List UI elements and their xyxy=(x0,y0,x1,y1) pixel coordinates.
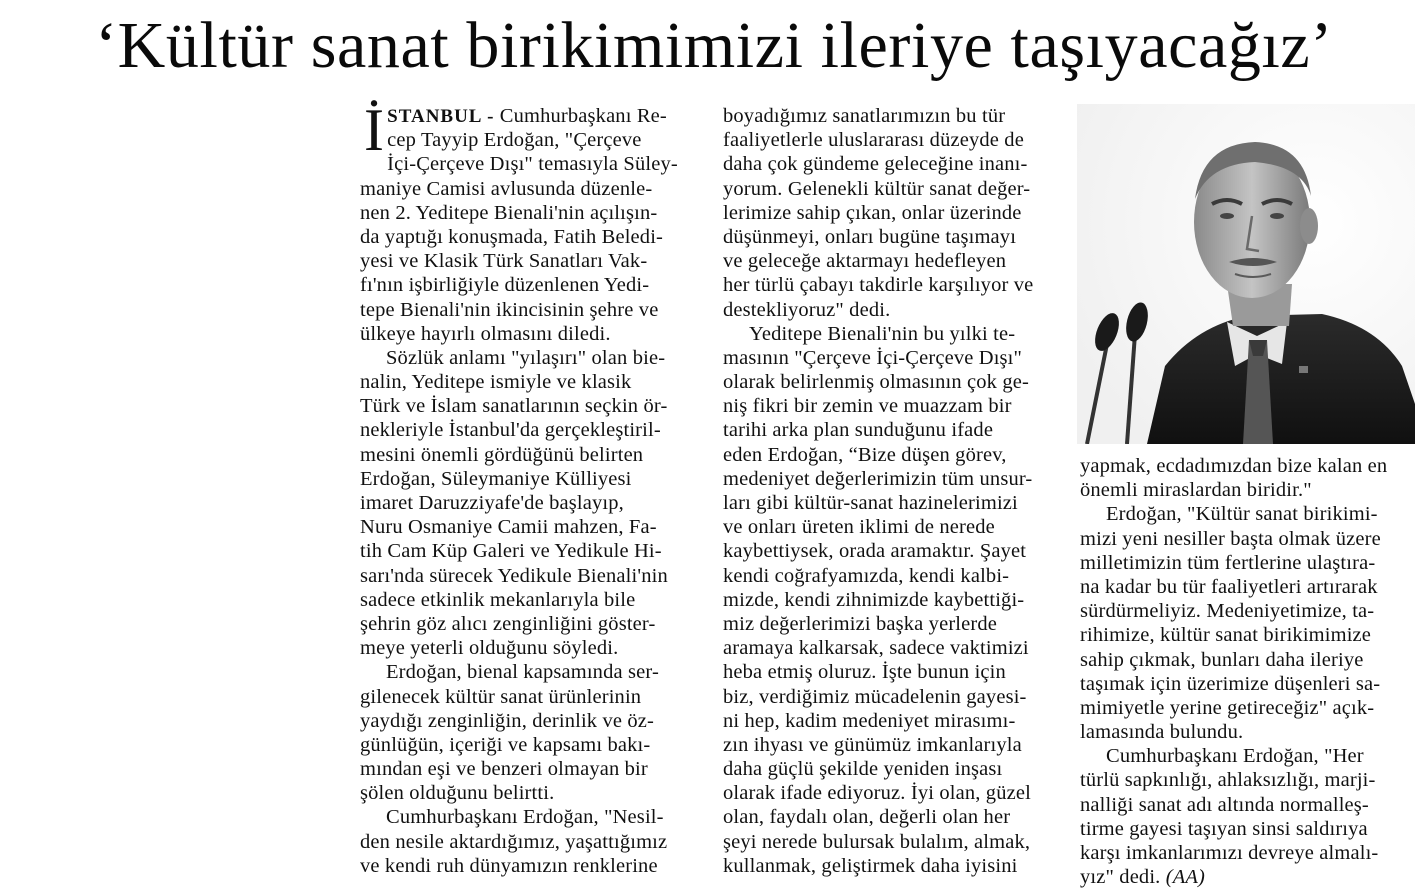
news-agency-source: (AA) xyxy=(1165,866,1206,889)
text-line: şölen olduğunu belirtti. xyxy=(360,782,555,805)
text-line: olarak ifade ediyoruz. İyi olan, güzel xyxy=(723,782,1031,805)
text-line: heba etmiş oluruz. İşte bunun için xyxy=(723,661,1006,684)
text-line: ni hep, kadim medeniyet mirasımı- xyxy=(723,709,1016,732)
text-line: daha güçlü şekilde yeniden inşası xyxy=(723,758,1003,781)
text-line: medeniyet değerlerimizin tüm unsur- xyxy=(723,467,1033,490)
headline: ‘Kültür sanat birikimimizi ileriye taşıyacağız’ xyxy=(95,9,1333,82)
text-line: ülkeye hayırlı olmasını diledi. xyxy=(360,322,611,345)
text-line: sarı'nda sürecek Yedikule Bienali'nin xyxy=(360,564,668,587)
text-line: mından eşi ve benzeri olmayan bir xyxy=(360,758,648,781)
speaker-photo-image xyxy=(1077,104,1415,444)
text-line: yesi ve Klasik Türk Sanatları Vak- xyxy=(360,250,648,273)
text-line: İçi-Çerçeve Dışı" temasıyla Süley- xyxy=(387,153,678,176)
article-column-3 xyxy=(1080,454,1420,889)
article-column-2 xyxy=(723,104,1063,878)
dateline: STANBUL - xyxy=(387,106,495,127)
text-line: rihimize, kültür sanat birikimimize xyxy=(1080,624,1372,647)
text-line: tarihi arka plan sunduğunu ifade xyxy=(723,419,994,442)
text-line: ve onları üreten iklimi de nerede xyxy=(723,516,995,539)
speaker-photo xyxy=(1077,104,1415,444)
text-line: cep Tayyip Erdoğan, "Çerçeve xyxy=(387,129,642,152)
text-line: sürdürmeliyiz. Medeniyetimize, ta- xyxy=(1080,600,1375,623)
text-line: mesini önemli gördüğünü belirten xyxy=(360,443,644,466)
text-line: sadece etkinlik mekanlarıyla bile xyxy=(360,588,636,611)
text-line xyxy=(360,104,700,128)
text-line: kullanmak, geliştirmek daha iyisini xyxy=(723,854,1018,877)
text-line: Erdoğan, Süleymaniye Külliyesi xyxy=(360,467,632,490)
text-line: masının "Çerçeve İçi-Çerçeve Dışı" xyxy=(723,346,1023,369)
column-2-text xyxy=(723,104,1063,878)
text-line: destekliyoruz" dedi. xyxy=(723,298,891,321)
text-line: nekleriyle İstanbul'da gerçekleştiril- xyxy=(360,419,661,442)
closing-line xyxy=(1080,865,1420,889)
text-line: nen 2. Yeditepe Bienali'nin açılışın- xyxy=(360,201,658,224)
text-line: tirme gayesi taşıyan sinsi saldırıya xyxy=(1080,817,1368,840)
text-line: günlüğün, içeriği ve kapsamı bakı- xyxy=(360,733,651,756)
text-line: olan, faydalı olan, değerli olan her xyxy=(723,806,1011,829)
text-line: zın ihyası ve günümüz imkanlarıyla xyxy=(723,733,1022,756)
text-line: kendi coğrafyamızda, kendi kalbi- xyxy=(723,564,1010,587)
text-line: sahip çıkmak, bunları daha ileriye xyxy=(1080,648,1364,671)
text-line: meye yeterli olduğunu söyledi. xyxy=(360,637,619,660)
text-line: Cumhurbaşkanı Erdoğan, "Her xyxy=(1106,745,1364,768)
text-line: her türlü çabayı takdirle karşılıyor ve xyxy=(723,274,1034,297)
text-line: türlü sapkınlığı, ahlaksızlığı, marji- xyxy=(1080,769,1376,792)
text-line: yaydığı zenginliğin, derinlik ve öz- xyxy=(360,709,655,732)
text-line: kaybettiysek, orada aramaktır. Şayet xyxy=(723,540,1027,563)
text-line: biz, verdiğimiz mücadelenin gayesi- xyxy=(723,685,1027,708)
text-line: da yaptığı konuşmada, Fatih Beledi- xyxy=(360,225,664,248)
text-line: fı'nın işbirliğiyle düzenlenen Yedi- xyxy=(360,274,650,297)
text-line: yapmak, ecdadımızdan bize kalan en xyxy=(1080,455,1388,477)
text-line: tepe Bienali'nin ikincisinin şehre ve xyxy=(360,298,659,321)
text-line: niş fikri bir zemin ve muazzam bir xyxy=(723,395,1012,418)
column-1-text xyxy=(360,97,700,878)
text-line: gilenecek kültür sanat ürünlerinin xyxy=(360,685,642,708)
text-line: eden Erdoğan, “Bize düşen görev, xyxy=(723,443,1007,466)
text-line: önemli miraslardan biridir." xyxy=(1080,479,1312,502)
text-line: na kadar bu tür faaliyetleri artırarak xyxy=(1080,575,1378,598)
text-line: mimiyetle yerine getireceğiz" açık- xyxy=(1080,696,1375,719)
text-line: Nuru Osmaniye Camii mahzen, Fa- xyxy=(360,516,657,539)
text-line: yorum. Gelenekli kültür sanat değer- xyxy=(723,177,1031,200)
drop-cap: İ xyxy=(364,97,385,163)
text-line: karşı imkanlarımızı devreye almalı- xyxy=(1080,842,1379,864)
text-line: Türk ve İslam sanatlarının seçkin ör- xyxy=(360,395,668,418)
text-line: ve kendi ruh dünyamızın renklerine xyxy=(360,854,658,877)
text-line: imaret Daruzziyafe'de başlayıp, xyxy=(360,492,624,514)
text-line: olarak belirlenmiş olmasının çok ge- xyxy=(723,371,1029,394)
text-line: ve geleceğe aktarmayı hedefleyen xyxy=(723,250,1007,273)
text-line: daha çok gündeme geleceğine inanı- xyxy=(723,153,1028,176)
closing-text: yız" dedi. xyxy=(1080,866,1166,889)
text-line: maniye Camisi avlusunda düzenle- xyxy=(360,177,653,200)
text-line: mizde, kendi zihnimizde kaybettiği- xyxy=(723,588,1025,611)
text-line: nalin, Yeditepe ismiyle ve klasik xyxy=(360,371,632,394)
text-line: nalliği sanat adı altında normalleş- xyxy=(1080,793,1369,816)
text-line: düşünmeyi, onları bugüne taşımayı xyxy=(723,225,1017,248)
column-3-text xyxy=(1080,454,1420,865)
text-line: Yeditepe Bienali'nin bu yılki te- xyxy=(749,322,1016,345)
text-line: den nesile aktardığımız, yaşattığımız xyxy=(360,830,668,853)
text-line: miz değerlerimizi başka yerlerde xyxy=(723,612,998,635)
text-line: Sözlük anlamı "yılaşırı" olan bie- xyxy=(386,346,666,369)
text-line: faaliyetlerle uluslararası düzeyde de xyxy=(723,129,1024,152)
article-column-1 xyxy=(360,97,700,878)
text-line: mizi yeni nesiller başta olmak üzere xyxy=(1080,527,1381,550)
text-line: taşımak için üzerimize düşenleri sa- xyxy=(1080,672,1381,695)
text-line: şehrin göz alıcı zenginliğini göster- xyxy=(360,612,656,635)
text-line: Cumhurbaşkanı Erdoğan, "Nesil- xyxy=(386,806,664,829)
text-line: şeyi nerede bulursak bulalım, almak, xyxy=(723,830,1031,853)
text-line: lamasında bulundu. xyxy=(1080,721,1244,744)
text-line: aramaya kalkarsak, sadece vaktimizi xyxy=(723,637,1029,660)
text-line: Erdoğan, bienal kapsamında ser- xyxy=(386,661,659,684)
text-line-content: Cumhurbaşkanı Re- xyxy=(494,105,667,127)
text-line: ları gibi kültür-sanat hazinelerimizi xyxy=(723,492,1018,514)
text-line: lerimize sahip çıkan, onlar üzerinde xyxy=(723,201,1022,224)
text-line: milletimizin tüm fertlerine ulaştıra- xyxy=(1080,551,1376,574)
text-line: boyadığımız sanatlarımızın bu tür xyxy=(723,105,1006,127)
text-line: Erdoğan, "Kültür sanat birikimi- xyxy=(1106,503,1378,526)
text-line: tih Cam Küp Galeri ve Yedikule Hi- xyxy=(360,540,662,563)
